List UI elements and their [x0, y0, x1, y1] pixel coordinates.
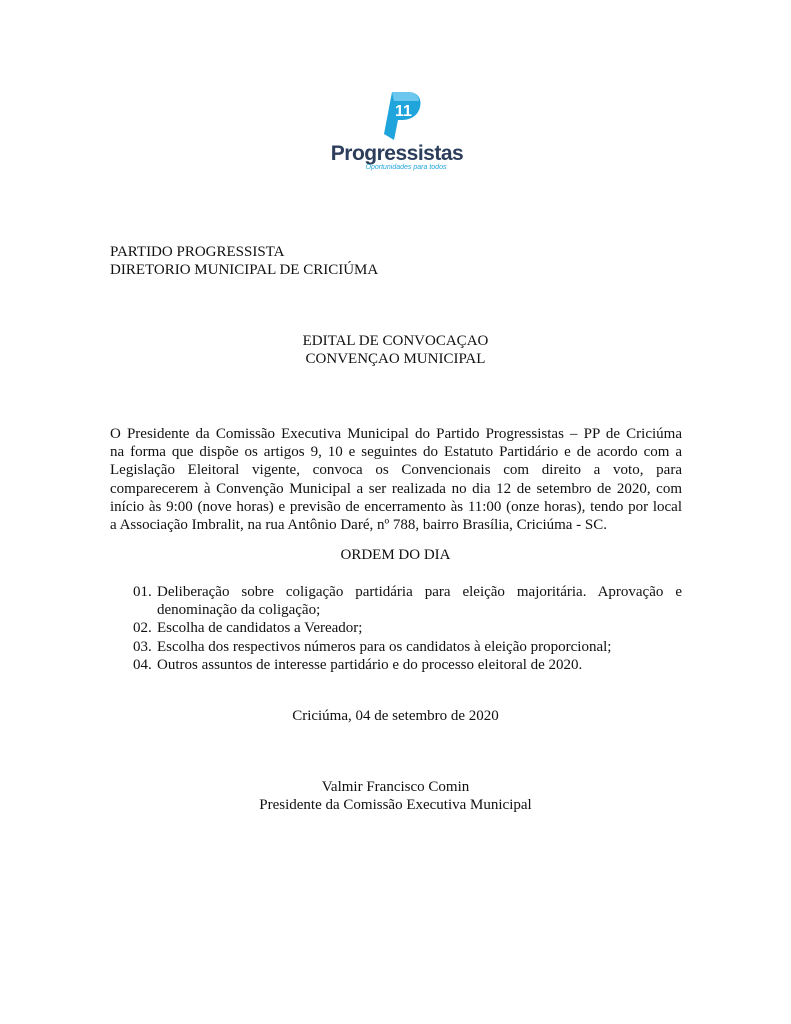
agenda-item-text: Deliberação sobre coligação partidária para eleição majoritária. Aprovação e [157, 584, 682, 600]
agenda-item [110, 638, 682, 656]
agenda-item [110, 583, 682, 619]
paragraph-line: na forma que dispõe os artigos 9, 10 e seguintes do Estatuto Partidário e de acordo com a [110, 444, 682, 461]
agenda-item [110, 619, 682, 637]
agenda-item-text: Outros assuntos de interesse partidário e do processo eleitoral de 2020. [157, 656, 583, 673]
agenda-heading: ORDEM DO DIA [340, 547, 451, 563]
document-title: EDITAL DE CONVOCAÇAO [302, 333, 489, 349]
agenda-item-number: 03. [133, 638, 152, 655]
paragraph-line: comparecerem à Convenção Municipal a ser realizada no dia 12 de setembro de 2020, com [110, 480, 682, 497]
agenda-item-text: Escolha de candidatos a Vereador; [157, 620, 363, 637]
signatory-role: Presidente da Comissão Executiva Municipal [259, 797, 532, 813]
logo-tagline: Oportunidades para todos [365, 164, 447, 171]
paragraph-line: início às 9:00 (nove horas) e previsão de encerramento às 11:00 (onze horas), tendo por local [110, 498, 682, 515]
paragraph-line: Legislação Eleitoral vigente, convoca os Convencionais com direito a voto, para [110, 462, 682, 479]
agenda-item-number: 01. [133, 584, 152, 600]
agenda-item-text: Escolha dos respectivos números para os candidatos à eleição proporcional; [157, 638, 612, 655]
header-party-name: PARTIDO PROGRESSISTA [110, 244, 285, 260]
paragraph-line: a Associação Imbralit, na rua Antônio Daré, nº 788, bairro Brasília, Criciúma - SC. [110, 517, 608, 534]
convocation-paragraph [110, 425, 682, 534]
agenda-item-number: 02. [133, 620, 152, 637]
logo-wordmark: Progressistas [330, 142, 464, 165]
agenda-list [110, 583, 682, 674]
logo-number: 11 [395, 103, 412, 120]
date-line: Criciúma, 04 de setembro de 2020 [292, 708, 499, 724]
agenda-item [110, 656, 682, 674]
header-directory: DIRETORIO MUNICIPAL DE CRICIÚMA [110, 262, 379, 278]
document-subtitle: CONVENÇAO MUNICIPAL [305, 351, 486, 367]
paragraph-line: O Presidente da Comissão Executiva Municipal do Partido Progressistas – PP de Criciúma [110, 426, 682, 442]
signatory-name: Valmir Francisco Comin [321, 779, 470, 795]
agenda-item-text: denominação da coligação; [157, 602, 321, 619]
logo-p-mark-icon [382, 90, 422, 142]
party-logo [322, 90, 472, 176]
agenda-item-number: 04. [133, 656, 152, 673]
